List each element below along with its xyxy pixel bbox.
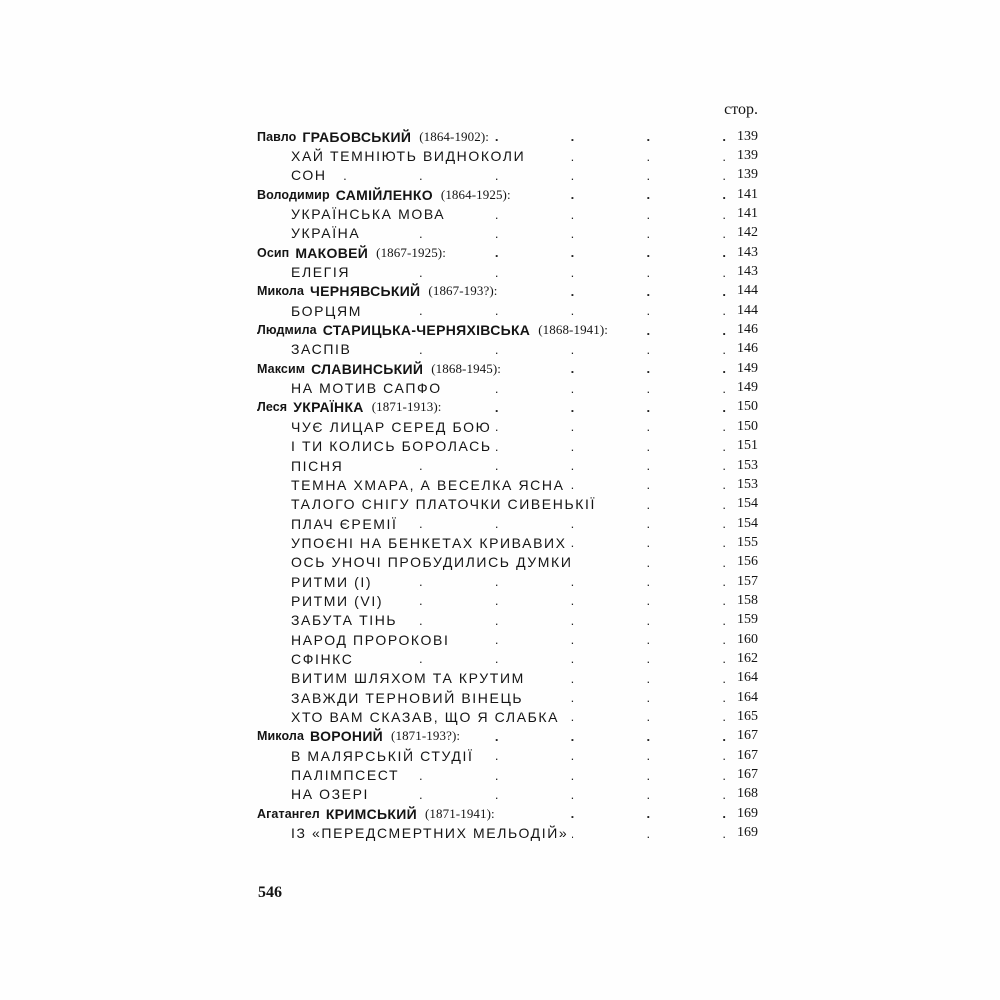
toc-author-entry xyxy=(257,185,758,204)
dot-leader xyxy=(364,226,726,241)
toc-page-number: 168 xyxy=(737,786,758,802)
toc-page-number: 151 xyxy=(737,438,758,454)
dot-leader xyxy=(366,303,726,318)
toc-page-number: 141 xyxy=(737,206,758,222)
toc-poem-entry xyxy=(257,340,758,359)
toc-page-number: 149 xyxy=(737,380,758,396)
poem-title: ЗАБУТА ТІНЬ xyxy=(291,612,398,629)
toc-page-number: 144 xyxy=(737,302,758,318)
author-last-name: ЧЕРНЯВСЬКИЙ xyxy=(310,283,421,300)
poem-title: ТАЛОГО СНІГУ ПЛАТОЧКИ СИВЕНЬКІЇ xyxy=(291,496,596,513)
toc-poem-entry xyxy=(257,456,758,475)
poem-title: СОН xyxy=(291,167,327,184)
toc-page-number: 150 xyxy=(737,418,758,434)
toc-poem-entry xyxy=(257,688,758,707)
toc-page-number: 153 xyxy=(737,476,758,492)
dot-leader xyxy=(529,671,726,686)
author-years: (1867-193?): xyxy=(428,283,498,299)
toc-poem-entry xyxy=(257,378,758,397)
dot-leader xyxy=(373,787,726,802)
toc-page-number: 144 xyxy=(737,283,758,299)
author-first-name: Володимир xyxy=(257,187,330,202)
toc-poem-entry xyxy=(257,437,758,456)
poem-title: ІЗ «ПЕРЕДСМЕРТНИХ МЕЛЬОДІЙ» xyxy=(291,825,569,842)
toc-poem-entry xyxy=(257,533,758,552)
toc-page-number: 162 xyxy=(737,650,758,666)
poem-title: ХАЙ ТЕМНІЮТЬ ВИДНОКОЛИ xyxy=(291,148,526,165)
poem-title: ЕЛЕГІЯ xyxy=(291,264,351,281)
toc-page-number: 159 xyxy=(737,612,758,628)
poem-title: СФІНКС xyxy=(291,650,354,667)
toc-page-number: 169 xyxy=(737,825,758,841)
poem-title: РИТМИ (І) xyxy=(291,573,373,590)
toc-poem-entry xyxy=(257,166,758,185)
table-of-contents xyxy=(257,127,758,843)
toc-poem-entry xyxy=(257,669,758,688)
toc-poem-entry xyxy=(257,262,758,281)
dot-leader xyxy=(450,245,726,260)
dot-leader xyxy=(446,381,726,396)
dot-leader xyxy=(347,458,726,473)
toc-author-entry xyxy=(257,727,758,746)
toc-author-entry xyxy=(257,282,758,301)
dot-leader xyxy=(464,729,726,744)
toc-poem-entry xyxy=(257,707,758,726)
poem-title: НАРОД ПРОРОКОВІ xyxy=(291,631,450,648)
toc-page-number: 165 xyxy=(737,708,758,724)
author-last-name: ВОРОНИЙ xyxy=(310,728,384,745)
poem-title: УКРАЇНА xyxy=(291,225,361,242)
author-years: (1864-1902): xyxy=(419,128,490,144)
toc-page-number: 167 xyxy=(737,747,758,763)
poem-title: В МАЛЯРСЬКІЙ СТУДІЇ xyxy=(291,747,474,764)
toc-poem-entry xyxy=(257,591,758,610)
toc-poem-entry xyxy=(257,572,758,591)
toc-poem-entry xyxy=(257,649,758,668)
toc-poem-entry xyxy=(257,514,758,533)
dot-leader xyxy=(356,342,727,357)
author-first-name: Микола xyxy=(257,284,305,299)
author-last-name: УКРАЇНКА xyxy=(293,399,364,416)
dot-leader xyxy=(493,129,726,144)
poem-title: ПІСНЯ xyxy=(291,457,344,474)
toc-poem-entry xyxy=(257,630,758,649)
author-last-name: САМІЙЛЕНКО xyxy=(335,186,433,203)
toc-poem-entry xyxy=(257,553,758,572)
page-column-header: стор. xyxy=(724,101,758,118)
toc-page-number: 149 xyxy=(737,360,758,376)
author-first-name: Павло xyxy=(257,129,297,144)
dot-leader xyxy=(496,439,726,454)
toc-page-number: 154 xyxy=(737,515,758,531)
dot-leader xyxy=(571,535,726,550)
dot-leader xyxy=(449,207,726,222)
toc-poem-entry xyxy=(257,823,758,842)
toc-author-entry xyxy=(257,398,758,417)
dot-leader xyxy=(563,709,726,724)
toc-page-number: 139 xyxy=(737,167,758,183)
poem-title: НА МОТИВ САПФО xyxy=(291,380,442,397)
dot-leader xyxy=(402,516,727,531)
author-last-name: МАКОВЕЙ xyxy=(295,244,369,261)
toc-page-number: 139 xyxy=(737,148,758,164)
author-last-name: СЛАВИНСЬКИЙ xyxy=(311,360,424,377)
page-number: 546 xyxy=(258,884,282,901)
poem-title: ТЕМНА ХМАРА, А ВЕСЕЛКА ЯСНА xyxy=(291,476,565,493)
toc-page-number: 150 xyxy=(737,399,758,415)
author-first-name: Осип xyxy=(257,245,290,260)
toc-poem-entry xyxy=(257,204,758,223)
dot-leader xyxy=(453,632,726,647)
poem-title: ЗАСПІВ xyxy=(291,341,352,358)
toc-poem-entry xyxy=(257,746,758,765)
toc-page-number: 139 xyxy=(737,128,758,144)
poem-title: БОРЦЯМ xyxy=(291,302,362,319)
toc-poem-entry xyxy=(257,495,758,514)
dot-leader xyxy=(354,265,726,280)
toc-author-entry xyxy=(257,320,758,339)
toc-page-number: 167 xyxy=(737,728,758,744)
author-first-name: Микола xyxy=(257,729,305,744)
poem-title: ПАЛІМПСЕСТ xyxy=(291,767,400,784)
dot-leader xyxy=(515,187,726,202)
toc-page-number: 153 xyxy=(737,457,758,473)
toc-poem-entry xyxy=(257,224,758,243)
dot-leader xyxy=(446,400,726,415)
poem-title: НА ОЗЕРІ xyxy=(291,786,370,803)
toc-author-entry xyxy=(257,127,758,146)
dot-leader xyxy=(495,419,726,434)
dot-leader xyxy=(527,690,726,705)
poem-title: ХТО ВАМ СКАЗАВ, ЩО Я СЛАБКА xyxy=(291,708,560,725)
toc-page-number: 141 xyxy=(737,186,758,202)
toc-page-number: 157 xyxy=(737,573,758,589)
author-first-name: Леся xyxy=(257,400,288,415)
toc-page-number: 164 xyxy=(737,670,758,686)
toc-poem-entry xyxy=(257,611,758,630)
toc-poem-entry xyxy=(257,785,758,804)
poem-title: ОСЬ УНОЧІ ПРОБУДИЛИСЬ ДУМКИ xyxy=(291,554,573,571)
poem-title: І ТИ КОЛИСЬ БОРОЛАСЬ xyxy=(291,438,492,455)
toc-author-entry xyxy=(257,359,758,378)
toc-poem-entry xyxy=(257,475,758,494)
author-years: (1868-1945): xyxy=(431,360,502,376)
author-first-name: Людмила xyxy=(257,323,317,338)
toc-page-number: 143 xyxy=(737,244,758,260)
toc-poem-entry xyxy=(257,765,758,784)
toc-page-number: 155 xyxy=(737,534,758,550)
dot-leader xyxy=(401,613,726,628)
dot-leader xyxy=(477,748,726,763)
dot-leader xyxy=(357,651,726,666)
toc-page-number: 154 xyxy=(737,496,758,512)
poem-title: РИТМИ (VI) xyxy=(291,592,384,609)
dot-leader xyxy=(502,284,727,299)
toc-poem-entry xyxy=(257,417,758,436)
dot-leader xyxy=(499,806,726,821)
dot-leader xyxy=(376,574,726,589)
poem-title: ЧУЄ ЛИЦАР СЕРЕД БОЮ xyxy=(291,418,492,435)
toc-author-entry xyxy=(257,243,758,262)
author-years: (1864-1925): xyxy=(440,186,511,202)
toc-poem-entry xyxy=(257,146,758,165)
author-last-name: КРИМСЬКИЙ xyxy=(325,805,417,822)
poem-title: ЗАВЖДИ ТЕРНОВИЙ ВІНЕЦЬ xyxy=(291,689,524,706)
toc-page-number: 164 xyxy=(737,689,758,705)
toc-page-number: 156 xyxy=(737,554,758,570)
toc-page-number: 142 xyxy=(737,225,758,241)
toc-page-number: 146 xyxy=(737,341,758,357)
author-years: (1871-1913): xyxy=(371,399,442,415)
dot-leader xyxy=(612,323,726,338)
poem-title: ВИТИМ ШЛЯХОМ ТА КРУТИМ xyxy=(291,670,525,687)
toc-poem-entry xyxy=(257,301,758,320)
toc-page-number: 143 xyxy=(737,264,758,280)
poem-title: УКРАЇНСЬКА МОВА xyxy=(291,206,446,223)
toc-page-number: 160 xyxy=(737,631,758,647)
toc-page-number: 167 xyxy=(737,767,758,783)
dot-leader xyxy=(600,497,726,512)
toc-page-number: 158 xyxy=(737,592,758,608)
author-last-name: ГРАБОВСЬКИЙ xyxy=(302,128,412,145)
poem-title: ПЛАЧ ЄРЕМІЇ xyxy=(291,515,398,532)
dot-leader xyxy=(505,361,726,376)
author-years: (1867-1925): xyxy=(376,244,446,260)
author-first-name: Максим xyxy=(257,361,306,376)
dot-leader xyxy=(387,593,726,608)
author-years: (1871-193?): xyxy=(391,728,461,744)
dot-leader xyxy=(403,768,726,783)
toc-page-number: 146 xyxy=(737,322,758,338)
author-last-name: СТАРИЦЬКА-ЧЕРНЯХІВСЬКА xyxy=(322,322,531,339)
poem-title: УПОЄНІ НА БЕНКЕТАХ КРИВАВИХ xyxy=(291,534,567,551)
dot-leader xyxy=(569,477,726,492)
author-first-name: Агатангел xyxy=(257,806,320,821)
author-years: (1868-1941): xyxy=(538,322,609,338)
dot-leader xyxy=(576,555,726,570)
dot-leader xyxy=(572,826,726,841)
author-years: (1871-1941): xyxy=(424,805,495,821)
dot-leader xyxy=(331,168,726,183)
dot-leader xyxy=(529,149,726,164)
toc-author-entry xyxy=(257,804,758,823)
toc-page-number: 169 xyxy=(737,805,758,821)
